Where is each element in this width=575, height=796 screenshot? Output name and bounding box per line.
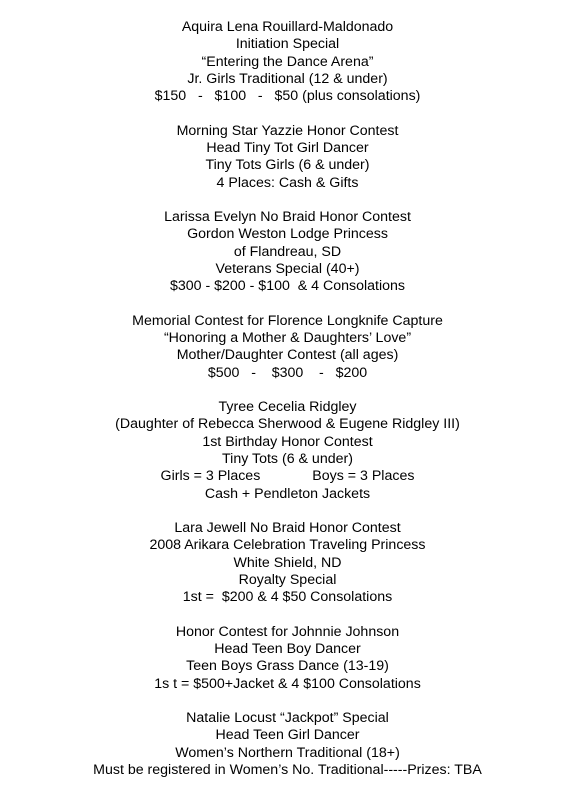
contest-title: Honor Contest for Johnnie Johnson	[175, 623, 400, 640]
contest-prizes: 4 Places: Cash & Gifts	[216, 174, 359, 191]
contest-honoree: Aquira Lena Rouillard-Maldonado	[181, 19, 394, 35]
contest-section-johnson	[0, 624, 575, 693]
contest-honoree-location: of Flandreau, SD	[233, 243, 342, 260]
contest-subtitle: “Honoring a Mother & Daughters’ Love”	[163, 330, 412, 347]
contest-category: Teen Boys Grass Dance (13-19)	[186, 658, 389, 675]
contest-title: 1st Birthday Honor Contest	[202, 433, 373, 450]
contest-title: Memorial Contest for Florence Longknife Capture	[132, 312, 443, 329]
contest-section-locust	[0, 710, 575, 779]
contest-title: Lara Jewell No Braid Honor Contest	[174, 520, 401, 537]
contest-prizes: $150 - $100 - $50 (plus consolations)	[154, 88, 421, 105]
contest-places-row	[0, 468, 575, 485]
contest-prizes: Cash + Pendleton Jackets	[204, 485, 371, 502]
contest-prizes: 1st = $200 & 4 $50 Consolations	[182, 589, 393, 606]
contest-title: Larissa Evelyn No Braid Honor Contest	[164, 209, 411, 226]
contest-honoree-role: Head Teen Girl Dancer	[215, 727, 360, 744]
contest-subtitle: “Entering the Dance Arena”	[201, 53, 374, 70]
contest-section-longknife-capture	[0, 313, 575, 382]
contest-prizes: $300 - $200 - $100 & 4 Consolations	[169, 278, 406, 295]
contest-title: Natalie Locust “Jackpot” Special	[186, 710, 389, 727]
contest-honoree-role: 2008 Arikara Celebration Traveling Princess	[149, 537, 426, 554]
contest-honoree-role: Gordon Weston Lodge Princess	[187, 226, 388, 243]
contest-prizes: 1s t = $500+Jacket & 4 $100 Consolations	[154, 675, 421, 692]
contest-category: Royalty Special	[238, 571, 337, 588]
contest-section-no-braid-lara	[0, 520, 575, 606]
contest-honoree: Tyree Cecelia Ridgley	[218, 399, 357, 416]
contest-category: Women’s Northern Traditional (18+)	[175, 744, 400, 761]
contest-category: Mother/Daughter Contest (all ages)	[176, 347, 399, 364]
contest-honoree-location: White Shield, ND	[233, 554, 342, 571]
contest-honoree-role: Head Teen Boy Dancer	[214, 641, 361, 658]
contest-category: Tiny Tots Girls (6 & under)	[205, 157, 370, 174]
contest-category: Tiny Tots (6 & under)	[222, 450, 353, 467]
flyer-document	[0, 19, 575, 796]
contest-honoree-role: Head Tiny Tot Girl Dancer	[206, 139, 369, 156]
contest-prizes: $500 - $300 - $200	[207, 364, 368, 381]
contest-section-ridgley	[0, 399, 575, 503]
contest-category: Jr. Girls Traditional (12 & under)	[187, 70, 388, 87]
contest-category: Veterans Special (40+)	[215, 260, 360, 277]
contest-section-no-braid-larissa	[0, 209, 575, 295]
contest-title: Morning Star Yazzie Honor Contest	[176, 122, 399, 139]
contest-registration-note: Must be registered in Women’s No. Traditional-----Prizes: TBA	[93, 762, 482, 778]
contest-section-rouillard-maldonado	[0, 19, 575, 105]
girls-places: Girls = 3 Places	[160, 468, 261, 485]
boys-places: Boys = 3 Places	[312, 468, 415, 485]
contest-title: Initiation Special	[235, 36, 340, 53]
contest-section-yazzie	[0, 123, 575, 192]
contest-honoree-parents: (Daughter of Rebecca Sherwood & Eugene Ridgley III)	[115, 416, 460, 433]
